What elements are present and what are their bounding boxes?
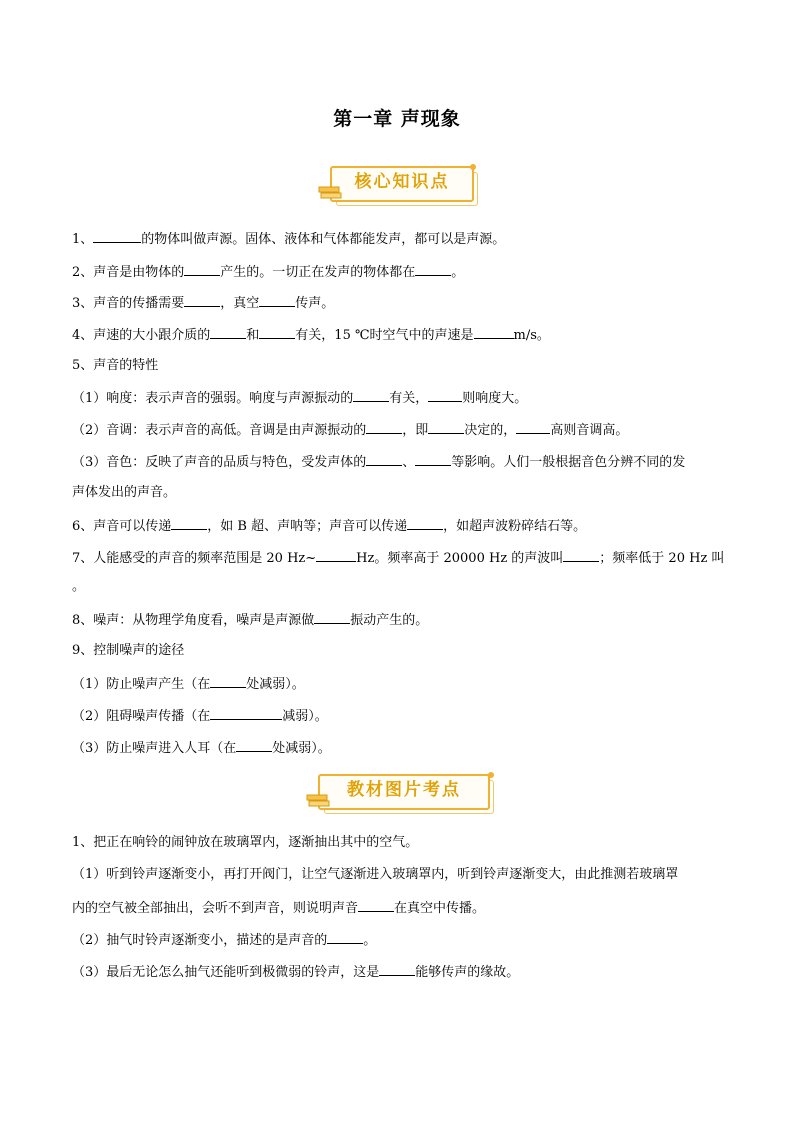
section-banner-core-label: 核心知识点 (354, 172, 450, 192)
line-text: （3）最后无论怎么抽气还能听到极微弱的铃声，这是 (72, 965, 380, 980)
line-text: Hz。频率高于 20000 Hz 的声波叫 (356, 551, 564, 566)
line-text: （3）音色：反映了声音的品质与特色，受发声体的 (72, 455, 367, 470)
line-text: （1）防止噪声产生（在 (72, 677, 211, 692)
list-item (72, 962, 732, 982)
answer-blank[interactable] (314, 610, 350, 624)
answer-blank[interactable] (474, 325, 514, 339)
line-text: 振动产生的。 (350, 613, 429, 628)
book-icon (318, 186, 342, 200)
line-text: ，真空 (220, 296, 260, 311)
list-item (72, 229, 732, 249)
section-banner-textbook (306, 772, 466, 812)
list-item (72, 578, 732, 596)
answer-blank[interactable] (259, 293, 295, 307)
answer-blank[interactable] (316, 548, 356, 562)
line-text: 减弱）。 (282, 709, 328, 724)
line-text: （2）音调：表示声音的高低。音调是由声源振动的 (72, 423, 367, 438)
answer-blank[interactable] (353, 388, 389, 402)
answer-blank[interactable] (366, 452, 402, 466)
answer-blank[interactable] (379, 962, 415, 976)
line-text: 处减弱）。 (272, 741, 331, 756)
line-text: 的物体叫做声源。固体、液体和气体都能发声，都可以是声源。 (141, 232, 506, 247)
list-item (72, 388, 732, 408)
line-text: 5、声音的特性 (72, 358, 159, 373)
line-text: 在真空中传播。 (394, 901, 486, 916)
line-text: 8、噪声：从物理学角度看，噪声是声源做 (72, 613, 315, 628)
line-text: m/s。 (513, 328, 550, 343)
line-text: ；频率低于 20 Hz 叫 (599, 551, 725, 566)
answer-blank[interactable] (415, 452, 451, 466)
line-text: 7、人能感受的声音的频率范围是 20 Hz~ (72, 551, 317, 566)
list-item (72, 898, 732, 918)
line-text: 有关，15 ℃时空气中的声速是 (295, 328, 474, 343)
line-text: （2）阻碍噪声传播（在 (72, 709, 211, 724)
list-item (72, 866, 732, 884)
line-text: （2）抽气时铃声逐渐变小，描述的是声音的 (72, 933, 328, 948)
list-item (72, 357, 732, 375)
line-text: （3）防止噪声进入人耳（在 (72, 741, 237, 756)
list-item (72, 738, 732, 758)
answer-blank[interactable] (259, 325, 295, 339)
list-item (72, 930, 732, 950)
answer-blank[interactable] (210, 674, 246, 688)
list-item (72, 293, 732, 313)
line-text: 4、声速的大小跟介质的 (72, 328, 211, 343)
answer-blank[interactable] (358, 898, 394, 912)
answer-blank[interactable] (93, 229, 141, 243)
answer-blank[interactable] (516, 420, 550, 434)
list-item (72, 420, 732, 440)
line-text: 和 (246, 328, 260, 343)
answer-blank[interactable] (327, 930, 363, 944)
section-banner-core (318, 164, 478, 204)
answer-blank[interactable] (407, 516, 443, 530)
list-item (72, 262, 732, 282)
line-text: 。 (72, 579, 86, 594)
answer-blank[interactable] (366, 420, 402, 434)
answer-blank[interactable] (428, 420, 464, 434)
list-item (72, 674, 732, 694)
answer-blank[interactable] (428, 388, 462, 402)
line-text: 声体发出的声音。 (72, 485, 177, 500)
answer-blank[interactable] (210, 706, 282, 720)
line-text: （1）响度：表示声音的强弱。响度与声源振动的 (72, 391, 354, 406)
line-text: 、 (402, 455, 416, 470)
answer-blank[interactable] (171, 516, 207, 530)
list-item (72, 452, 732, 472)
list-item (72, 325, 732, 345)
answer-blank[interactable] (184, 262, 220, 276)
list-item (72, 610, 732, 630)
line-text: 1、 (72, 232, 94, 247)
line-text: 1、把正在响铃的闹钟放在玻璃罩内，逐渐抽出其中的空气。 (72, 835, 419, 850)
line-text: ，如 B 超、声呐等；声音可以传递 (207, 519, 408, 534)
line-text: 产生的。一切正在发声的物体都在 (220, 265, 416, 280)
banner-dot-icon (488, 772, 494, 778)
list-item (72, 706, 732, 726)
section-banner-textbook-label: 教材图片考点 (347, 780, 461, 800)
line-text: （1）听到铃声逐渐变小，再打开阀门，让空气逐渐进入玻璃罩内，听到铃声逐渐变大，由此推测若玻璃罩 (72, 867, 679, 882)
line-text: 传声。 (295, 296, 335, 311)
line-text: 内的空气被全部抽出，会听不到声音，则说明声音 (72, 901, 359, 916)
line-text: 处减弱）。 (246, 677, 305, 692)
list-item (72, 548, 732, 568)
line-text: 有关， (389, 391, 429, 406)
line-text: 3、声音的传播需要 (72, 296, 185, 311)
line-text: 。 (451, 265, 465, 280)
line-text: ，即 (402, 423, 429, 438)
list-item (72, 516, 732, 536)
banner-dot-icon (470, 164, 476, 170)
answer-blank[interactable] (184, 293, 220, 307)
answer-blank[interactable] (236, 738, 272, 752)
answer-blank[interactable] (563, 548, 599, 562)
line-text: 则响度大。 (462, 391, 528, 406)
list-item (72, 484, 732, 502)
book-icon (306, 794, 330, 808)
line-text: 等影响。人们一般根据音色分辨不同的发 (451, 455, 686, 470)
line-text: ，如超声波粉碎结石等。 (443, 519, 587, 534)
line-text: 。 (363, 933, 377, 948)
line-text: 9、控制噪声的途径 (72, 643, 185, 658)
line-text: 2、声音是由物体的 (72, 265, 185, 280)
page-title: 第一章 声现象 (333, 108, 461, 130)
answer-blank[interactable] (210, 325, 246, 339)
line-text: 高则音调高。 (550, 423, 629, 438)
list-item (72, 642, 732, 660)
answer-blank[interactable] (415, 262, 451, 276)
list-item (72, 834, 732, 852)
line-text: 能够传声的缘故。 (415, 965, 520, 980)
line-text: 决定的， (464, 423, 517, 438)
line-text: 6、声音可以传递 (72, 519, 172, 534)
